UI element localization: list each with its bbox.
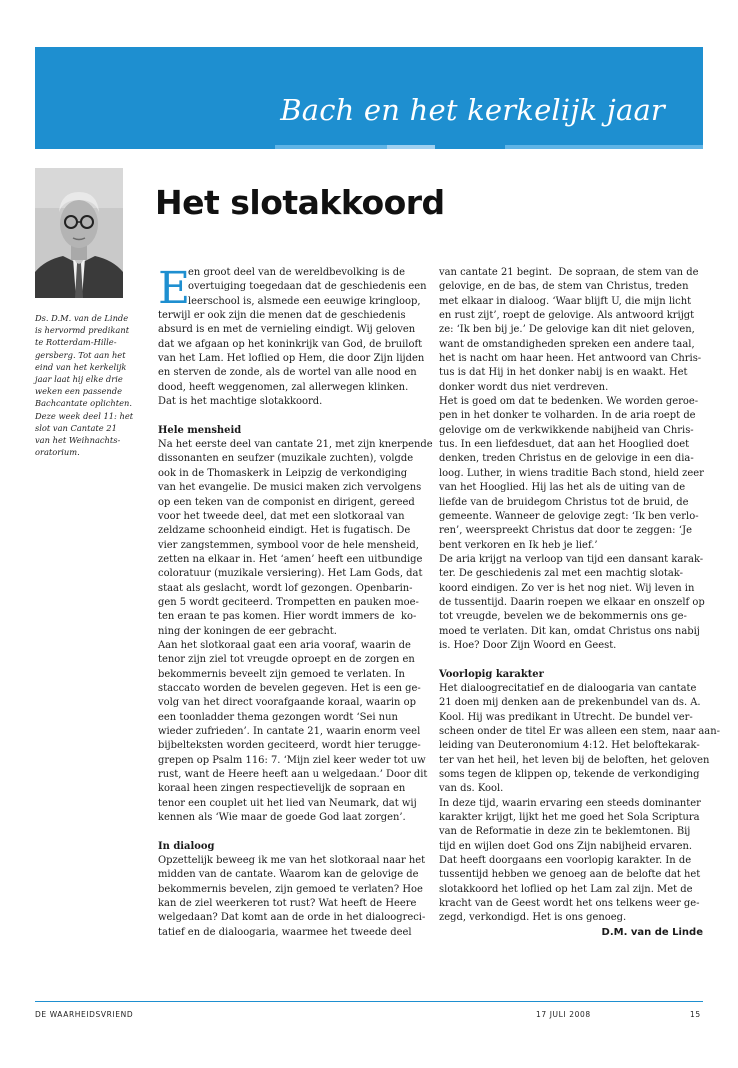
text-line: de tussentijd. Daarin roepen we elkaar en onszelf op [439,596,705,608]
text-line: dissonanten en seufzer (muzikale zuchten), volgde [158,453,414,465]
text-line: dat we afgaan op het koninkrijk van God, de bruiloft [158,338,423,350]
section-in-dialoog [158,854,424,940]
column-2-text [439,266,703,653]
text-line: ren’, weerspreekt Christus dat door te zeggen: ‘Je [439,525,692,537]
text-line: rust, want de Heere heeft aan u welgedaan.’ Door dit [158,769,428,781]
text-line: koraal heen zingen respectievelijk de sopraan en [158,783,406,795]
text-line: bent verkoren en Ik heb je lief.’ [439,539,598,551]
text-line: In deze tijd, waarin ervaring een steeds dominanter [439,797,701,809]
text-line: tus is dat Hij in het donker nabij is en waakt. Het [439,367,688,379]
text-line: volg van het direct voorafgaande koraal, waarin op [158,697,416,709]
section-heading-hele-mensheid: Hele mensheid [158,424,242,436]
text-line: tussentijd hebben we genoeg aan de belofte dat het [439,869,701,881]
text-line: Dat is het machtige slotakkoord. [158,396,323,408]
text-line: met elkaar in dialoog. ‘Waar blijft U, die mijn licht [439,295,692,307]
section-heading-voorlopig-karakter: Voorlopig karakter [439,668,544,680]
text-line: bijbelteksten worden geciteerd, wordt hier terugge- [158,740,421,752]
text-line: van het Lam. Het loflied op Hem, die door Zijn lijden [158,353,425,365]
text-line: kracht van de Geest wordt het ons telkens weer ge- [439,898,700,910]
publication-name: DE WAARHEIDSVRIEND [35,1010,134,1019]
text-line: Opzettelijk beweeg ik me van het slotkoraal naar het [158,855,426,867]
text-line: van de Reformatie in deze zin te beklemtonen. Bij [439,826,691,838]
text-line: terwijl er ook zijn die menen dat de geschiedenis [158,310,406,322]
text-line: want de omstandigheden spreken een andere taal, [439,338,695,350]
text-line: ook in de Thomaskerk in Leipzig de verkondiging [158,467,408,479]
text-line: loog. Luther, in wiens traditie Bach stond, hield zeer [439,467,704,479]
text-line: gen 5 wordt geciteerd. Trompetten en pauken moe- [158,596,419,608]
text-line: zetten na elkaar in. Het ‘amen’ heeft een uitbundige [158,553,423,565]
text-line: tus. In een liefdesduet, dat aan het Hooglied doet [439,439,690,451]
text-line: en rust zijt’, roept de gelovige. Als antwoord krijgt [439,310,695,322]
text-line: denken, treden Christus en de gelovige in een dia- [439,453,694,465]
author-signature: D.M. van de Linde [601,926,703,938]
text-line: tatief en de dialoogaria, waarmee het tweede deel [158,926,412,938]
text-line: donker wordt dus niet verdreven. [439,381,609,393]
text-line: van ds. Kool. [439,783,504,795]
text-line: zegd, verkondigd. Het is ons genoeg. [439,912,627,924]
text-line: Het dialoogrecitatief en de dialoogaria van cantate [439,682,697,694]
text-line: Kool. Hij was predikant in Utrecht. De bundel ver- [439,711,693,723]
section-voorlopig-karakter [439,682,720,926]
banner-stripe [275,145,387,149]
text-line: en sterven de zonde, als de wortel van alle nood en [158,367,417,379]
banner-stripe [387,145,435,149]
text-line: bekommernis bevelen, zijn gemoed te verlaten? Hoe [158,883,423,895]
author-photo [35,168,123,298]
text-line: kan de ziel weerkeren tot rust? Wat heeft de Heere [158,898,417,910]
section-hele-mensheid [158,438,433,825]
text-line: van cantate 21 begint. De sopraan, de stem van de [439,267,699,278]
text-line: koord eindigen. Zo ver is het nog niet. Wij leven in [439,582,695,594]
drop-cap: E [158,263,191,314]
article-column-2 [439,266,720,940]
text-line: grepen op Psalm 116: 7. ‘Mijn ziel keer weder tot uw [158,754,426,766]
text-line: een toonladder thema gezongen wordt ‘Sei nun [158,711,398,723]
series-banner [35,47,703,149]
text-line: zeldzame schoonheid eindigt. Het is fugatisch. De [158,525,411,537]
text-line: midden van de cantate. Waarom kan de gelovige de [158,869,419,881]
text-line: Aan het slotkoraal gaat een aria vooraf, waarin de [158,639,411,651]
text-line: ning der koningen de eer gebracht. [158,625,337,637]
text-line: welgedaan? Dat komt aan de orde in het dialoogreci- [158,912,426,924]
text-line: staat als geslacht, wordt lof gezongen. Openbarin- [158,582,413,594]
text-line: en groot deel van de wereldbevolking is de [188,267,406,278]
text-line: dood, heeft weggenomen, zal allerwegen klinken. [158,381,409,393]
footer-rule [35,1001,703,1002]
text-line: leiding van Deuteronomium 4:12. Het beloftekarak- [439,740,700,752]
text-line: liefde van de bruidegom Christus tot de bruid, de [439,496,689,508]
text-line: vier zangstemmen, symbool voor de hele mensheid, [158,539,419,551]
text-line: 21 doen mij denken aan de prekenbundel van ds. A. [439,697,701,709]
text-line: bekommernis beveelt zijn gemoed te verlaten. In [158,668,405,680]
banner-stripe [505,145,703,149]
text-line: tenor zijn ziel tot vreugde oproept en de zorgen en [158,654,415,666]
text-line: pen in het donker te volharden. In de aria roept de [439,410,696,422]
text-line: tenor een couplet uit het lied van Neumark, dat wij [158,797,417,809]
text-line: De aria krijgt na verloop van tijd een dansant karak- [439,553,704,565]
text-line: ten eraan te pas komen. Hier wordt immers de ko- [158,611,417,623]
text-line: van het Hooglied. Hij las het als de uiting van de [439,482,686,494]
text-line: kennen als ‘Wie maar de goede God laat zorgen’. [158,812,406,824]
text-line: Dat heeft doorgaans een voorlopig karakter. In de [439,855,692,867]
text-line: ter van het heil, het leven bij de beloften, het geloven [439,754,710,766]
series-title: Bach en het kerkelijk jaar [280,93,665,127]
text-line: overtuiging toegedaan dat de geschiedenis een [188,281,427,293]
text-line: leerschool is, alsmede een eeuwige kringloop, [188,295,421,307]
text-line: gelovige, en de bas, de stem van Christus, treden [439,281,689,293]
text-line: het is nacht om haar heen. Het antwoord van Chris- [439,353,702,365]
article-title: Het slotakkoord [155,183,445,222]
page-number: 15 [690,1010,701,1019]
text-line: Het is goed om dat te bedenken. We worden geroe- [439,396,699,408]
article-column-1 [158,263,433,940]
text-line: slotakkoord het loflied op het Lam zal zijn. Met de [439,883,693,895]
text-line: absurd is en met de vernieling eindigt. Wij geloven [158,324,416,336]
text-line: is. Hoe? Door Zijn Woord en Geest. [439,639,617,651]
text-line: coloratuur (muzikale versiering). Het Lam Gods, dat [158,568,423,580]
text-line: tot vreugde, bevelen we de bekommernis ons ge- [439,611,687,623]
text-line: van het evangelie. De musici maken zich vervolgens [158,482,422,494]
text-line: gemeente. Wanneer de gelovige zegt: ‘Ik ben verlo- [439,510,699,522]
issue-date: 17 JULI 2008 [536,1010,591,1019]
text-line: ze: ‘Ik ben bij je.’ De gelovige kan dit niet geloven, [439,324,695,336]
text-line: moed te verlaten. Dit kan, omdat Christus ons nabij [439,625,700,637]
intro-paragraph [158,263,427,409]
text-line: tijd en wijlen doet God ons Zijn nabijheid ervaren. [439,840,693,852]
text-line: wieder zufrieden’. In cantate 21, waarin enorm veel [158,726,421,737]
section-heading-in-dialoog: In dialoog [158,840,215,852]
text-line: gelovige om de verkwikkende nabijheid van Chris- [439,424,694,436]
text-line: scheen onder de titel Er was alleen een stem, naar aan- [439,726,720,737]
text-line: op een teken van de componist en dirigent, gereed [158,496,415,508]
text-line: karakter krijgt, lijkt het me goed het Sola Scriptura [439,812,700,824]
text-line: Na het eerste deel van cantate 21, met zijn knerpende [158,439,433,451]
text-line: ter. De geschiedenis zal met een machtig slotak- [439,568,683,580]
text-line: staccato worden de bevelen gegeven. Het is een ge- [158,682,421,694]
text-line: voor het tweede deel, dat met een slotkoraal van [158,510,405,522]
author-caption: Ds. D.M. van de Linde is hervormd predikant te Rotterdam-Hille- gersberg. Tot aan het eind van het kerkelijk jaar laat hij elke drie weken een passende Bachcantate oplichten. Deze week deel 11: het slot van Cantate 21 van het Weihnachts- oratorium. [35,313,134,458]
text-line: soms tegen de klippen op, tekende de verkondiging [439,769,700,781]
